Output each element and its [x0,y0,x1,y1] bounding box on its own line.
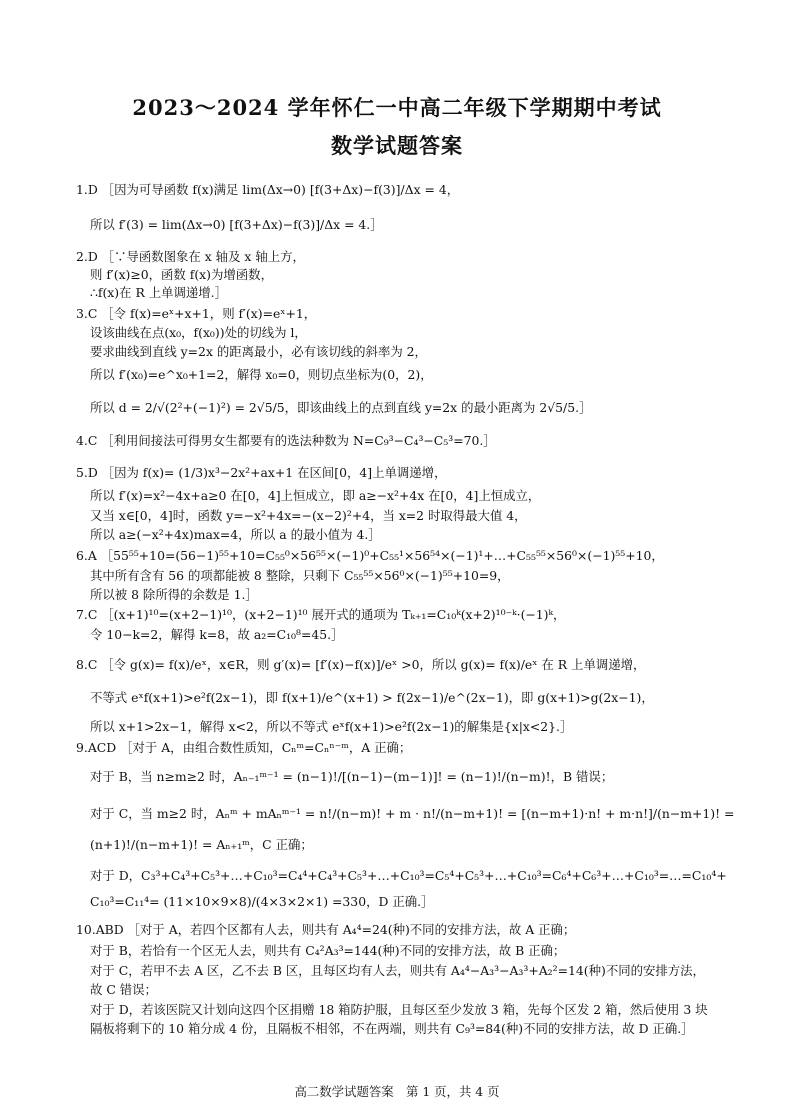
answer-line: 所以 f′(3) = lim(Δx→0) [f(3+Δx)−f(3)]/Δx = 4.］ [90,217,383,232]
answer-line: 2.D ［∵导函数图象在 x 轴及 x 轴上方， [76,249,305,264]
answer-line: 所以 f′(x)=x²−4x+a≥0 在[0，4]上恒成立，即 a≥−x²+4x 在[0，4]上恒成立， [90,488,541,503]
answer-line: 所以 f′(x₀)=e^x₀+1=2，解得 x₀=0，则切点坐标为(0，2)， [90,367,433,382]
answer-line: 对于 B，若恰有一个区无人去，则共有 C₄²A₃³=144(种)不同的安排方法，故 B 正确； [90,943,566,958]
page-footer: 高二数学试题答案 第 1 页，共 4 页 [294,1084,500,1099]
page-title: 2023～2024 学年怀仁一中高二年级下学期期中考试 [132,95,662,120]
answer-line: 8.C ［令 g(x)= f(x)/eˣ，x∈R，则 g′(x)= [f′(x)−f(x)]/eˣ >0，所以 g(x)= f(x)/eˣ 在 R 上单调递增， [76,657,646,672]
answer-line: ∴f(x)在 R 上单调递增.］ [90,285,228,300]
answer-line: 要求曲线到直线 y=2x 的距离最小，必有该切线的斜率为 2， [90,344,427,359]
answer-line: (n+1)!/(n−m+1)! = Aₙ₊₁ᵐ，C 正确； [90,837,313,852]
answer-line: 又当 x∈[0，4]时，函数 y=−x²+4x=−(x−2)²+4，当 x=2 时取得最大值 4， [90,508,527,523]
answer-line: 对于 C，若甲不去 A 区，乙不去 B 区，且每区均有人去，则共有 A₄⁴−A₃³−A₃³+A₂²=14(种)不同的安排方法， [90,963,705,978]
answer-line: 对于 B，当 n≥m≥2 时，Aₙ₋₁ᵐ⁻¹ = (n−1)!/[(n−1)−(m−1)]! = (n−1)!/(n−m)!，B 错误； [90,769,614,784]
answer-line: 设该曲线在点(x₀，f(x₀))处的切线为 l， [90,325,307,340]
answer-line: 10.ABD ［对于 A，若四个区都有人去，则共有 A₄⁴=24(种)不同的安排方法，故 A 正确； [76,922,576,937]
answer-line: 故 C 错误； [90,982,157,997]
answer-line: 不等式 eˣf(x+1)>e²f(2x−1)，即 f(x+1)/e^(x+1) > f(2x−1)/e^(2x−1)，即 g(x+1)>g(2x−1)， [90,690,654,705]
answer-line: 所以 a≥(−x²+4x)max=4，所以 a 的最小值为 4.］ [90,527,381,542]
answer-line: 4.C ［利用间接法可得男女生都要有的选法种数为 N=C₉³−C₄³−C₅³=70.］ [76,433,496,448]
answer-line: 则 f′(x)≥0，函数 f(x)为增函数， [90,267,273,282]
answer-line: 对于 D，C₃³+C₄³+C₅³+…+C₁₀³=C₄⁴+C₄³+C₅³+…+C₁₀³=C₅⁴+C₅³+…+C₁₀³=C₆⁴+C₆³+…+C₁₀³=…=C₁₀⁴+ [90,868,727,883]
answer-line: 3.C ［令 f(x)=eˣ+x+1，则 f′(x)=eˣ+1， [76,306,317,321]
answer-line: 所以 x+1>2x−1，解得 x<2，所以不等式 eˣf(x+1)>e²f(2x−1)的解集是{x|x<2}.］ [90,719,573,734]
answer-line: 1.D ［因为可导函数 f(x)满足 lim(Δx→0) [f(3+Δx)−f(3)]/Δx = 4， [76,182,460,197]
page-subtitle: 数学试题答案 [331,133,463,158]
answer-line: C₁₀³=C₁₁⁴= (11×10×9×8)/(4×3×2×1) =330，D 正确.］ [90,894,434,909]
answer-line: 7.C ［(x+1)¹⁰=(x+2−1)¹⁰，(x+2−1)¹⁰ 展开式的通项为 Tₖ₊₁=C₁₀ᵏ(x+2)¹⁰⁻ᵏ·(−1)ᵏ， [76,607,566,622]
answer-line: 所以被 8 除所得的余数是 1.］ [90,587,258,602]
answer-line: 9.ACD ［对于 A，由组合数性质知，Cₙᵐ=Cₙⁿ⁻ᵐ，A 正确； [76,740,412,755]
answer-line: 对于 C，当 m≥2 时，Aₙᵐ + mAₙᵐ⁻¹ = n!/(n−m)! + m · n!/(n−m+1)! = [(n−m+1)·n! + m·n!]/(n−m+1)! = [90,806,735,821]
answer-line: 令 10−k=2，解得 k=8，故 a₂=C₁₀⁸=45.］ [90,627,344,642]
answer-line: 对于 D，若该医院又计划向这四个区捐赠 18 箱防护服，且每区至少发放 3 箱，先每个区发 2 箱，然后使用 3 块 [90,1002,708,1017]
answer-line: 6.A ［55⁵⁵+10=(56−1)⁵⁵+10=C₅₅⁰×56⁵⁵×(−1)⁰+C₅₅¹×56⁵⁴×(−1)¹+…+C₅₅⁵⁵×56⁰×(−1)⁵⁵+10， [76,548,664,563]
answer-line: 隔板将剩下的 10 箱分成 4 份，且隔板不相邻，不在两端，则共有 C₉³=84(种)不同的安排方法，故 D 正确.］ [90,1021,694,1036]
answer-line: 所以 d = 2/√(2²+(−1)²) = 2√5/5，即该曲线上的点到直线 y=2x 的最小距离为 2√5/5.］ [90,400,592,415]
answer-line: 其中所有含有 56 的项都能被 8 整除，只剩下 C₅₅⁵⁵×56⁰×(−1)⁵⁵+10=9， [90,568,510,583]
answer-line: 5.D ［因为 f(x)= (1/3)x³−2x²+ax+1 在区间[0，4]上单调递增， [76,465,447,480]
